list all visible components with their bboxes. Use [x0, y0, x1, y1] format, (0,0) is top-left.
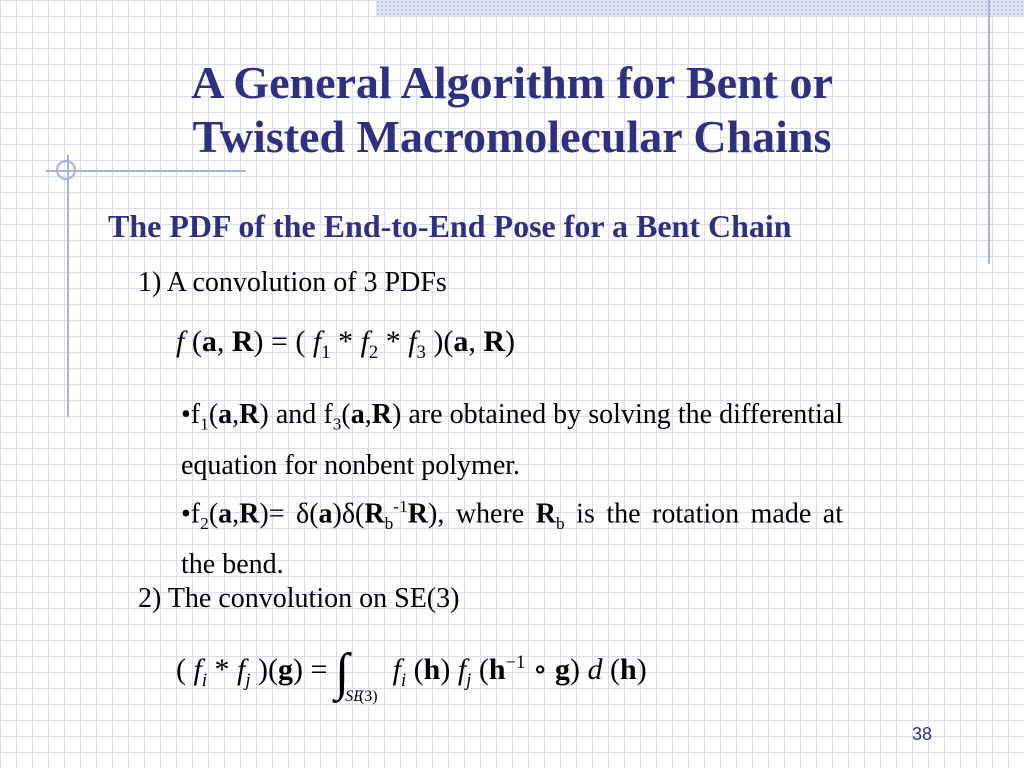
bullet-1-text: are obtained by solving the differential equation for nonbent polymer.: [181, 399, 844, 481]
bullet-1: $•f_1(a,R)$ and $f_3(a,R)$ are obtained by solving the differential equation for nonbent polymer.: [181, 399, 844, 481]
slide-title: [0, 56, 1024, 164]
item-2-text: 2) The convolution on SE(3): [138, 583, 460, 614]
bullet-2: $•f_2(a,R)= \delta(a)\delta(R_b^{-1}R)$, where $R_b$ is the rotation made at the bend.: [181, 496, 843, 580]
title-line-1: A General Algorithm for Bent or: [191, 57, 833, 108]
title-line-2: Twisted Macromolecular Chains: [192, 111, 832, 162]
bullet-list: [181, 394, 843, 585]
top-pattern-bar: [376, 0, 1024, 16]
item-1-text: 1) A convolution of 3 PDFs: [138, 267, 447, 298]
bullet-2-where: ), where: [428, 497, 536, 529]
page-number: 38: [912, 724, 933, 744]
slide-subtitle: The PDF of the End-to-End Pose for a Bent Chain: [108, 208, 792, 244]
equation-se3-convolution: ( $f_i * f_j$ )$(g) = \int_{SE(3)}$ $f_i$ (h) $f_j$ ($h^{-1}$ ∘ g) d (h): [176, 644, 647, 705]
decorative-horizontal-line: [46, 170, 246, 172]
equation-convolution-of-three: f (a, R) = ( $f_1 * f_2 * f_3$ )(a, R): [176, 325, 515, 363]
bullet-2-text: is the rotation made at the bend.: [181, 497, 843, 580]
decorative-vertical-line: [67, 155, 69, 417]
